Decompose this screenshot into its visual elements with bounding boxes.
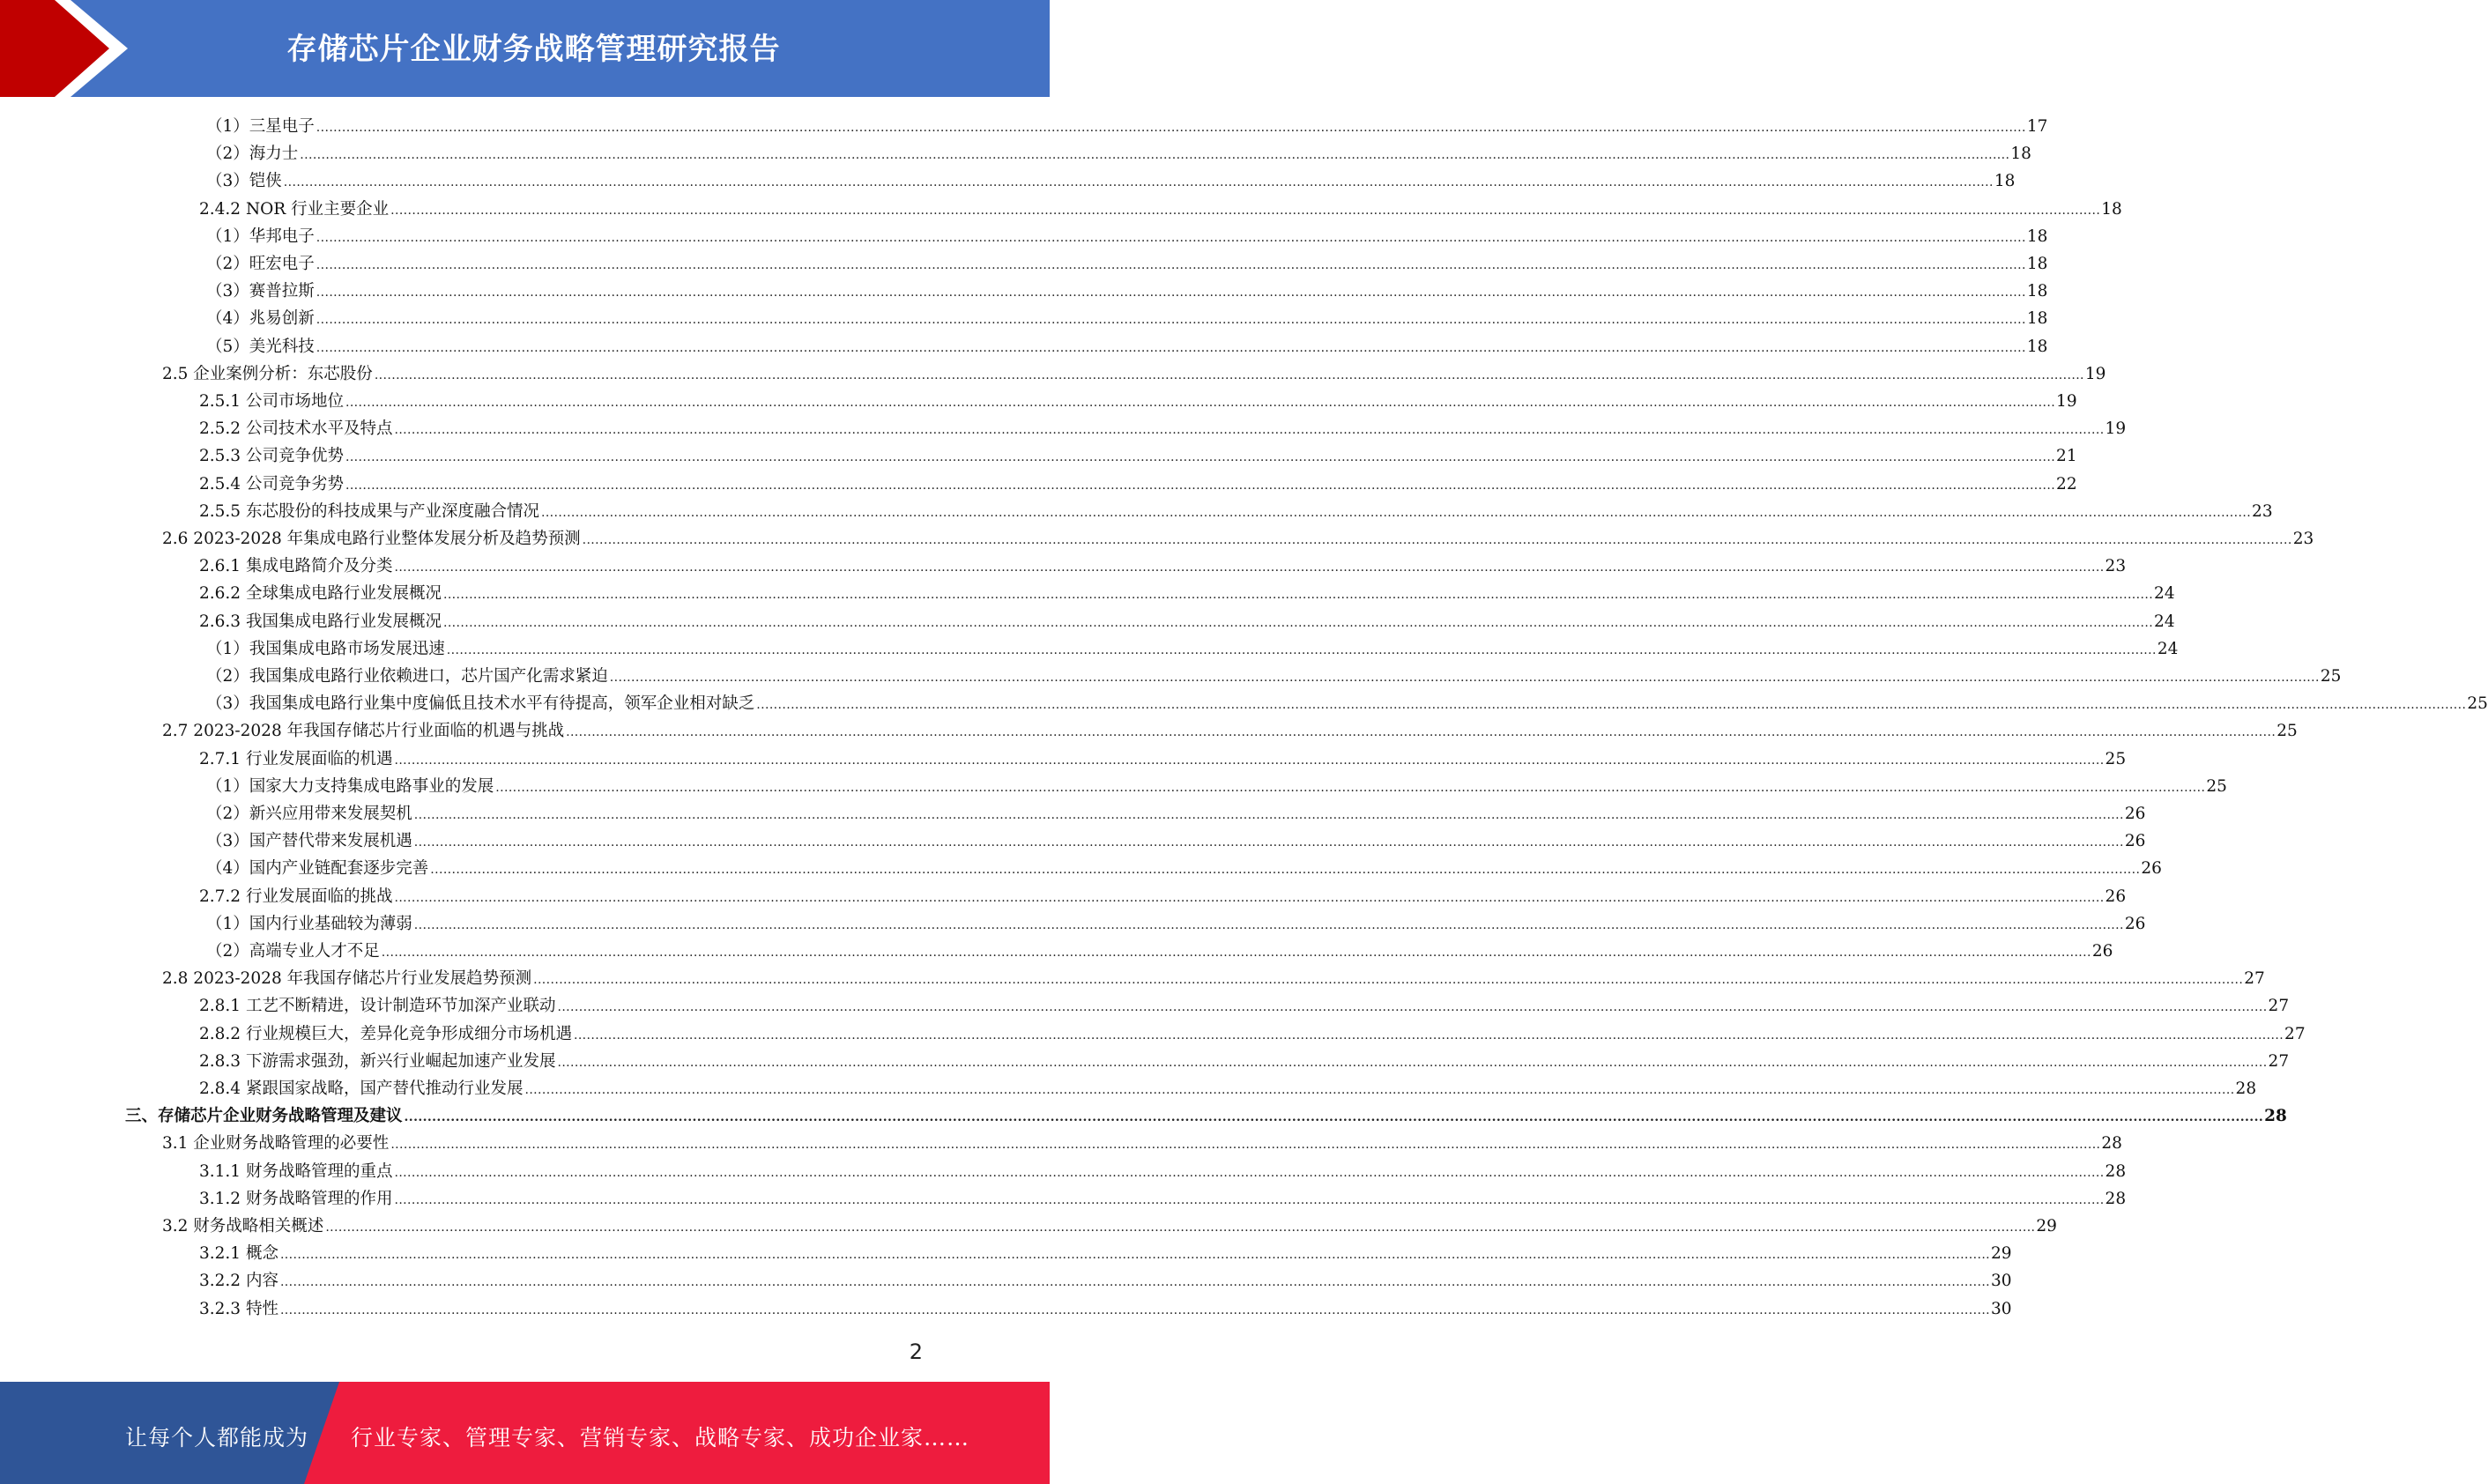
toc-entry[interactable] bbox=[0, 442, 2077, 470]
toc-entry[interactable] bbox=[0, 1048, 2290, 1075]
toc-entry[interactable] bbox=[0, 471, 2077, 498]
toc-entry[interactable] bbox=[0, 992, 2290, 1020]
toc-entry-page: 29 bbox=[2036, 1217, 2057, 1235]
toc-entry-title: 2.7.1 行业发展面临的机遇 bbox=[199, 749, 393, 768]
toc-entry-page: 18 bbox=[2026, 337, 2048, 356]
toc-entry-page: 28 bbox=[2101, 1134, 2122, 1154]
toc-entry-title: 2.6 2023-2028 年集成电路行业整体发展分析及趋势预测 bbox=[162, 530, 581, 548]
toc-entry-page: 28 bbox=[2105, 1189, 2127, 1208]
toc-entry-page: 29 bbox=[1991, 1244, 2012, 1264]
toc-dot-leader: ................................................................................................................................................................................................................................................................................................................................................................................................................ bbox=[394, 423, 2105, 438]
toc-entry[interactable] bbox=[0, 1130, 2122, 1157]
toc-entry[interactable] bbox=[0, 278, 2048, 305]
toc-entry[interactable] bbox=[0, 250, 2048, 278]
toc-entry-title: （3）赛普拉斯 bbox=[206, 282, 315, 301]
toc-entry-page: 18 bbox=[2026, 226, 2048, 246]
toc-entry-title: 三、存储芯片企业财务战略管理及建议 bbox=[125, 1107, 403, 1126]
toc-entry-page: 23 bbox=[2252, 501, 2273, 521]
toc-dot-leader: ................................................................................................................................................................................................................................................................................................................................................................................................................ bbox=[413, 917, 2124, 932]
toc-entry[interactable] bbox=[0, 1075, 2257, 1102]
toc-entry[interactable] bbox=[0, 223, 2048, 250]
toc-entry-title: 2.5 企业案例分析：东芯股份 bbox=[162, 364, 373, 383]
toc-dot-leader: ................................................................................................................................................................................................................................................................................................................................................................................................................ bbox=[316, 258, 2026, 272]
toc-entry-title: 2.8.1 工艺不断精进，设计制造环节加深产业联动 bbox=[199, 997, 556, 1016]
toc-entry-title: 3.1.1 财务战略管理的重点 bbox=[199, 1161, 393, 1181]
toc-entry-title: （1）我国集成电路市场发展迅速 bbox=[206, 639, 445, 658]
toc-entry-page: 26 bbox=[2124, 832, 2146, 851]
toc-entry-title: （2）新兴应用带来发展契机 bbox=[206, 805, 412, 823]
toc-entry[interactable] bbox=[0, 388, 2077, 415]
toc-dot-leader: ................................................................................................................................................................................................................................................................................................................................................................................................................ bbox=[404, 1110, 2264, 1125]
toc-entry-title: 2.5.2 公司技术水平及特点 bbox=[199, 419, 393, 439]
toc-entry[interactable] bbox=[0, 580, 2175, 607]
toc-entry-title: 2.5.1 公司市场地位 bbox=[199, 392, 344, 411]
toc-entry-page: 19 bbox=[2056, 392, 2077, 411]
toc-entry[interactable] bbox=[0, 498, 2273, 525]
toc-entry[interactable] bbox=[0, 1185, 2127, 1213]
toc-entry[interactable] bbox=[0, 525, 2314, 553]
toc-entry-page: 26 bbox=[2124, 805, 2146, 823]
toc-entry-title: （1）国内行业基础较为薄弱 bbox=[206, 914, 412, 933]
toc-dot-leader: ................................................................................................................................................................................................................................................................................................................................................................................................................ bbox=[524, 1083, 2235, 1097]
toc-entry[interactable] bbox=[0, 717, 2298, 745]
toc-dot-leader: ................................................................................................................................................................................................................................................................................................................................................................................................................ bbox=[394, 890, 2105, 905]
toc-entry[interactable] bbox=[0, 1295, 2012, 1323]
toc-entry-title: 3.2 财务战略相关概述 bbox=[162, 1217, 324, 1235]
toc-entry-title: 2.4.2 NOR 行业主要企业 bbox=[199, 199, 390, 219]
toc-dot-leader: ................................................................................................................................................................................................................................................................................................................................................................................................................ bbox=[390, 1138, 2101, 1153]
toc-entry[interactable] bbox=[0, 553, 2127, 580]
toc-dot-leader: ................................................................................................................................................................................................................................................................................................................................................................................................................ bbox=[394, 560, 2105, 575]
toc-entry-title: 2.5.3 公司竞争优势 bbox=[199, 447, 344, 466]
toc-entry-page: 25 bbox=[2105, 749, 2127, 768]
toc-entry[interactable] bbox=[0, 883, 2127, 910]
toc-entry-page: 17 bbox=[2026, 117, 2048, 136]
toc-entry-page: 25 bbox=[2206, 776, 2227, 796]
toc-dot-leader: ................................................................................................................................................................................................................................................................................................................................................................................................................ bbox=[316, 230, 2026, 245]
toc-entry-page: 19 bbox=[2105, 419, 2127, 439]
toc-dot-leader: ................................................................................................................................................................................................................................................................................................................................................................................................................ bbox=[609, 671, 2320, 685]
toc-entry[interactable] bbox=[0, 333, 2048, 360]
toc-entry-title: 3.1.2 财务战略管理的作用 bbox=[199, 1189, 393, 1208]
toc-dot-leader: ................................................................................................................................................................................................................................................................................................................................................................................................................ bbox=[345, 478, 2056, 493]
toc-entry[interactable] bbox=[0, 140, 2031, 167]
toc-entry[interactable] bbox=[0, 360, 2106, 388]
toc-entry-page: 22 bbox=[2056, 474, 2077, 493]
toc-entry-page: 26 bbox=[2141, 859, 2162, 879]
toc-entry-title: （5）美光科技 bbox=[206, 337, 315, 356]
toc-dot-leader: ................................................................................................................................................................................................................................................................................................................................................................................................................ bbox=[573, 1028, 2284, 1043]
toc-dot-leader: ................................................................................................................................................................................................................................................................................................................................................................................................................ bbox=[430, 863, 2141, 878]
toc-entry[interactable] bbox=[0, 1213, 2057, 1240]
toc-entry-page: 28 bbox=[2105, 1161, 2127, 1181]
toc-entry-page: 24 bbox=[2157, 639, 2179, 658]
toc-entry[interactable] bbox=[0, 773, 2227, 800]
toc-entry[interactable] bbox=[0, 938, 2113, 965]
toc-dot-leader: ................................................................................................................................................................................................................................................................................................................................................................................................................ bbox=[557, 1000, 2268, 1015]
toc-entry-title: （2）我国集成电路行业依赖进口，芯片国产化需求紧迫 bbox=[206, 667, 608, 686]
toc-dot-leader: ................................................................................................................................................................................................................................................................................................................................................................................................................ bbox=[279, 1275, 1991, 1290]
toc-entry-title: 2.7 2023-2028 年我国存储芯片行业面临的机遇与挑战 bbox=[162, 722, 565, 741]
toc-entry-page: 19 bbox=[2084, 364, 2106, 383]
toc-entry-page: 23 bbox=[2105, 557, 2127, 576]
toc-entry-page: 27 bbox=[2244, 969, 2265, 989]
toc-dot-leader: ................................................................................................................................................................................................................................................................................................................................................................................................................ bbox=[316, 340, 2026, 355]
toc-entry-page: 27 bbox=[2268, 1051, 2290, 1071]
toc-entry[interactable] bbox=[0, 663, 2342, 690]
toc-entry[interactable] bbox=[0, 196, 2122, 223]
toc-entry-title: 2.8 2023-2028 年我国存储芯片行业发展趋势预测 bbox=[162, 969, 532, 989]
toc-entry-page: 26 bbox=[2091, 942, 2113, 961]
toc-entry-page: 30 bbox=[1991, 1299, 2012, 1318]
toc-entry[interactable] bbox=[0, 113, 2048, 140]
toc-entry-title: 2.6.3 我国集成电路行业发展概况 bbox=[199, 612, 442, 631]
toc-entry-title: 2.5.5 东芯股份的科技成果与产业深度融合情况 bbox=[199, 501, 539, 521]
toc-entry[interactable] bbox=[0, 1102, 2287, 1130]
toc-entry[interactable] bbox=[0, 1240, 2012, 1267]
toc-dot-leader: ................................................................................................................................................................................................................................................................................................................................................................................................................ bbox=[325, 1221, 2036, 1235]
toc-entry[interactable] bbox=[0, 746, 2127, 773]
toc-entry[interactable] bbox=[0, 415, 2127, 442]
toc-dot-leader: ................................................................................................................................................................................................................................................................................................................................................................................................................ bbox=[279, 1302, 1991, 1317]
toc-entry-title: （2）旺宏电子 bbox=[206, 255, 315, 273]
toc-dot-leader: ................................................................................................................................................................................................................................................................................................................................................................................................................ bbox=[279, 1248, 1991, 1263]
toc-entry-page: 27 bbox=[2268, 997, 2290, 1016]
toc-entry-title: （4）兆易创新 bbox=[206, 309, 315, 329]
toc-entry[interactable] bbox=[0, 800, 2146, 827]
toc-dot-leader: ................................................................................................................................................................................................................................................................................................................................................................................................................ bbox=[283, 175, 1994, 190]
toc-dot-leader: ................................................................................................................................................................................................................................................................................................................................................................................................................ bbox=[394, 1165, 2105, 1180]
toc-dot-leader: ................................................................................................................................................................................................................................................................................................................................................................................................................ bbox=[345, 450, 2056, 465]
toc-dot-leader: ................................................................................................................................................................................................................................................................................................................................................................................................................ bbox=[582, 533, 2292, 547]
toc-entry-title: （3）我国集成电路行业集中度偏低且技术水平有待提高，领军企业相对缺乏 bbox=[206, 694, 755, 714]
toc-dot-leader: ................................................................................................................................................................................................................................................................................................................................................................................................................ bbox=[413, 835, 2124, 850]
footer-slogan-right: 行业专家、管理专家、营销专家、战略专家、成功企业家…… bbox=[351, 1425, 970, 1451]
toc-dot-leader: ................................................................................................................................................................................................................................................................................................................................................................................................................ bbox=[390, 203, 2101, 218]
toc-entry-page: 18 bbox=[2026, 309, 2048, 329]
toc-entry-title: 3.2.3 特性 bbox=[199, 1299, 279, 1318]
toc-entry-title: 2.7.2 行业发展面临的挑战 bbox=[199, 887, 393, 906]
toc-entry-title: 2.5.4 公司竞争劣势 bbox=[199, 474, 344, 493]
toc-entry-title: （4）国内产业链配套逐步完善 bbox=[206, 859, 429, 879]
toc-entry-title: 2.6.2 全球集成电路行业发展概况 bbox=[199, 584, 442, 604]
toc-entry[interactable] bbox=[0, 855, 2162, 882]
toc-dot-leader: ................................................................................................................................................................................................................................................................................................................................................................................................................ bbox=[394, 753, 2105, 768]
toc-entry-title: 3.2.2 内容 bbox=[199, 1272, 279, 1291]
toc-entry-title: （1）华邦电子 bbox=[206, 226, 315, 246]
toc-entry-title: （2）高端专业人才不足 bbox=[206, 942, 380, 961]
toc-entry[interactable] bbox=[0, 910, 2146, 938]
toc-dot-leader: ................................................................................................................................................................................................................................................................................................................................................................................................................ bbox=[394, 1192, 2105, 1207]
toc-entry-title: （1）国家大力支持集成电路事业的发展 bbox=[206, 776, 494, 796]
toc-entry-page: 25 bbox=[2467, 694, 2488, 714]
toc-entry-title: （3）国产替代带来发展机遇 bbox=[206, 832, 412, 851]
toc-dot-leader: ................................................................................................................................................................................................................................................................................................................................................................................................................ bbox=[566, 725, 2276, 740]
toc-entry-page: 18 bbox=[2026, 282, 2048, 301]
toc-entry[interactable] bbox=[0, 305, 2048, 332]
toc-entry-title: （3）铠侠 bbox=[206, 172, 282, 191]
toc-dot-leader: ................................................................................................................................................................................................................................................................................................................................................................................................................ bbox=[413, 808, 2124, 822]
toc-entry-page: 25 bbox=[2320, 667, 2342, 686]
page-header bbox=[0, 0, 1050, 97]
toc-entry-page: 28 bbox=[2264, 1107, 2287, 1126]
toc-dot-leader: ................................................................................................................................................................................................................................................................................................................................................................................................................ bbox=[756, 698, 2467, 713]
toc-dot-leader: ................................................................................................................................................................................................................................................................................................................................................................................................................ bbox=[316, 313, 2026, 328]
toc-entry-page: 18 bbox=[2101, 199, 2122, 219]
toc-entry-page: 28 bbox=[2235, 1080, 2257, 1098]
toc-dot-leader: ................................................................................................................................................................................................................................................................................................................................................................................................................ bbox=[557, 1055, 2268, 1070]
toc-dot-leader: ................................................................................................................................................................................................................................................................................................................................................................................................................ bbox=[442, 615, 2154, 630]
toc-dot-leader: ................................................................................................................................................................................................................................................................................................................................................................................................................ bbox=[300, 148, 2010, 163]
toc-entry-page: 24 bbox=[2154, 584, 2175, 604]
toc-dot-leader: ................................................................................................................................................................................................................................................................................................................................................................................................................ bbox=[495, 780, 2206, 795]
toc-entry[interactable] bbox=[0, 1020, 2306, 1048]
toc-entry-page: 18 bbox=[1994, 172, 2016, 191]
toc-entry-title: 2.6.1 集成电路简介及分类 bbox=[199, 557, 393, 576]
toc-entry-title: 2.8.4 紧跟国家战略，国产替代推动行业发展 bbox=[199, 1080, 524, 1098]
toc-entry[interactable] bbox=[0, 690, 2488, 717]
toc-entry-page: 27 bbox=[2284, 1024, 2306, 1043]
toc-entry-page: 18 bbox=[2010, 145, 2031, 164]
toc-dot-leader: ................................................................................................................................................................................................................................................................................................................................................................................................................ bbox=[316, 121, 2026, 135]
toc-dot-leader: ................................................................................................................................................................................................................................................................................................................................................................................................................ bbox=[540, 505, 2252, 520]
toc-entry-page: 25 bbox=[2276, 722, 2298, 741]
toc-entry-page: 26 bbox=[2124, 914, 2146, 933]
toc-entry-title: 3.1 企业财务战略管理的必要性 bbox=[162, 1134, 390, 1154]
toc-entry-title: （2）海力士 bbox=[206, 145, 299, 164]
toc-entry-title: 2.8.2 行业规模巨大，差异化竞争形成细分市场机遇 bbox=[199, 1024, 572, 1043]
toc-entry-title: （1）三星电子 bbox=[206, 117, 315, 136]
toc-entry-page: 30 bbox=[1991, 1272, 2012, 1291]
toc-dot-leader: ................................................................................................................................................................................................................................................................................................................................................................................................................ bbox=[442, 588, 2154, 603]
report-title: 存储芯片企业财务战略管理研究报告 bbox=[286, 32, 781, 67]
toc-entry[interactable] bbox=[0, 1158, 2127, 1185]
toc-entry-title: 2.8.3 下游需求强劲，新兴行业崛起加速产业发展 bbox=[199, 1051, 556, 1071]
page-number: 2 bbox=[909, 1339, 923, 1364]
toc-dot-leader: ................................................................................................................................................................................................................................................................................................................................................................................................................ bbox=[345, 396, 2056, 410]
toc-entry[interactable] bbox=[0, 1267, 2012, 1295]
footer-slogan-left: 让每个人都能成为 bbox=[125, 1425, 309, 1451]
toc-entry[interactable] bbox=[0, 608, 2175, 635]
toc-entry-page: 23 bbox=[2292, 530, 2314, 548]
toc-entry[interactable] bbox=[0, 827, 2146, 855]
toc-dot-leader: ................................................................................................................................................................................................................................................................................................................................................................................................................ bbox=[533, 973, 2244, 988]
toc-entry-page: 24 bbox=[2154, 612, 2175, 631]
toc-entry[interactable] bbox=[0, 965, 2265, 992]
page-footer bbox=[0, 1382, 1050, 1484]
toc-entry[interactable] bbox=[0, 167, 2016, 195]
toc-entry-page: 18 bbox=[2026, 255, 2048, 273]
toc-dot-leader: ................................................................................................................................................................................................................................................................................................................................................................................................................ bbox=[374, 367, 2084, 382]
toc-entry-page: 26 bbox=[2105, 887, 2127, 906]
toc-dot-leader: ................................................................................................................................................................................................................................................................................................................................................................................................................ bbox=[381, 946, 2091, 960]
toc-entry[interactable] bbox=[0, 635, 2179, 663]
toc-entry-title: 3.2.1 概念 bbox=[199, 1244, 279, 1264]
toc-dot-leader: ................................................................................................................................................................................................................................................................................................................................................................................................................ bbox=[446, 642, 2157, 657]
toc-dot-leader: ................................................................................................................................................................................................................................................................................................................................................................................................................ bbox=[316, 286, 2026, 301]
toc-entry-page: 21 bbox=[2056, 447, 2077, 466]
